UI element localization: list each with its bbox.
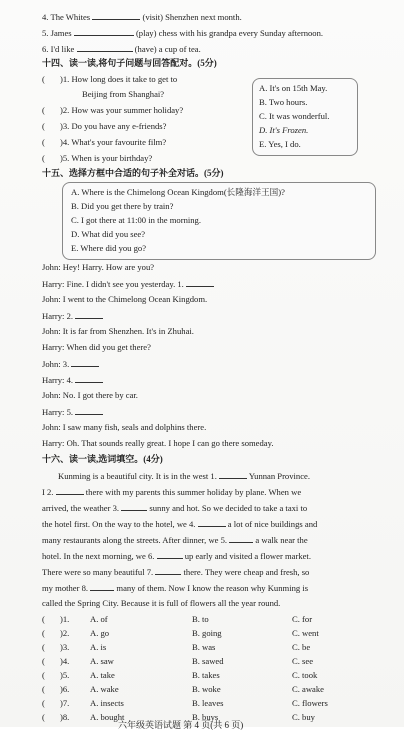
choice-number: )2. bbox=[60, 628, 70, 638]
answer-paren[interactable]: ( bbox=[42, 614, 45, 624]
dialogue-line bbox=[42, 326, 194, 337]
choice-b: B. woke bbox=[192, 684, 221, 694]
choice-number: )8. bbox=[60, 712, 70, 722]
answer-blank[interactable] bbox=[186, 278, 214, 287]
answer-paren[interactable]: ( bbox=[42, 642, 45, 652]
answer-blank[interactable] bbox=[90, 582, 114, 591]
choice-a: A. insects bbox=[90, 698, 124, 708]
section-15-title: 十五、选择方框中合适的句子补全对话。(5分) bbox=[42, 168, 224, 178]
choice-c: C. for bbox=[292, 614, 313, 624]
dialogue-line bbox=[42, 310, 103, 322]
passage-line bbox=[42, 486, 301, 498]
answer-blank[interactable] bbox=[75, 310, 103, 319]
passage-text: I 2. bbox=[42, 487, 54, 497]
answer-paren[interactable]: ( bbox=[42, 121, 45, 131]
choice-c: C. be bbox=[292, 642, 311, 652]
choice-c: C. took bbox=[292, 670, 318, 680]
choice-row bbox=[42, 698, 69, 708]
dialogue-text: 3. bbox=[62, 359, 70, 369]
question-text: How was your summer holiday? bbox=[71, 105, 184, 115]
option-d: D. What did you see? bbox=[71, 229, 146, 239]
dialogue-text: I went to the Chimelong Ocean Kingdom. bbox=[62, 294, 208, 304]
passage-line bbox=[42, 582, 308, 594]
question-2 bbox=[42, 105, 183, 116]
answer-blank[interactable] bbox=[157, 550, 183, 559]
answer-blank[interactable] bbox=[71, 358, 99, 367]
option-a: A. Where is the Chimelong Ocean Kingdom(长隆海洋王国)? bbox=[71, 187, 285, 197]
choice-c: C. see bbox=[292, 656, 314, 666]
question-number: )5. bbox=[60, 153, 70, 163]
answer-blank[interactable] bbox=[75, 406, 103, 415]
choice-row bbox=[42, 712, 69, 722]
question-4 bbox=[42, 137, 166, 148]
choice-number: )7. bbox=[60, 698, 70, 708]
dialogue-line bbox=[42, 278, 214, 290]
answer-paren[interactable]: ( bbox=[42, 670, 45, 680]
passage-text: many restaurants along the streets. After dinner, we 5. bbox=[42, 535, 228, 545]
choice-b: B. was bbox=[192, 642, 216, 652]
passage-text: arrived, the weather 3. bbox=[42, 503, 120, 513]
passage-text: hotel. In the next morning, we 6. bbox=[42, 551, 155, 561]
option-c: C. I got there at 11:00 in the morning. bbox=[71, 215, 201, 225]
dialogue-line bbox=[42, 438, 274, 449]
answer-e: E. Yes, I do. bbox=[259, 139, 301, 149]
dialogue-text: I saw many fish, seals and dolphins there. bbox=[62, 422, 207, 432]
question-number: )2. bbox=[60, 105, 70, 115]
section-14-title: 十四、读一读,将句子问题与回答配对。(5分) bbox=[42, 58, 217, 68]
answer-paren[interactable]: ( bbox=[42, 74, 45, 84]
dialogue-line bbox=[42, 390, 138, 401]
choice-a: A. is bbox=[90, 642, 107, 652]
dialogue-text: 2. bbox=[66, 311, 74, 321]
answer-b: B. Two hours. bbox=[259, 97, 308, 107]
answer-paren[interactable]: ( bbox=[42, 137, 45, 147]
choice-number: )4. bbox=[60, 656, 70, 666]
passage-line bbox=[42, 534, 308, 546]
dialogue-text: It is far from Shenzhen. It's in Zhuhai. bbox=[62, 326, 194, 336]
passage-text: up early and visited a flower market. bbox=[184, 551, 311, 561]
item-text: I'd like bbox=[50, 44, 75, 54]
answer-blank[interactable] bbox=[219, 470, 247, 479]
answer-blank[interactable] bbox=[74, 27, 134, 36]
answer-blank[interactable] bbox=[121, 502, 147, 511]
passage-text: there. They were cheap and fresh, so bbox=[183, 567, 310, 577]
dialogue-text: 5. bbox=[66, 407, 74, 417]
dialogue-text: When did you get there? bbox=[66, 342, 151, 352]
page-footer: 六年级英语试题 第 4 页(共 6 页) bbox=[118, 720, 244, 730]
answer-c: C. It was wonderful. bbox=[259, 111, 330, 121]
choice-b: B. takes bbox=[192, 670, 220, 680]
question-text: How long does it take to get to bbox=[71, 74, 178, 84]
item-number: 5. bbox=[42, 28, 49, 38]
question-text: What's your favourite film? bbox=[71, 137, 167, 147]
speaker: Harry: bbox=[42, 375, 65, 385]
dialogue-text: No. I got there by car. bbox=[62, 390, 138, 400]
choice-number: )3. bbox=[60, 642, 70, 652]
speaker: John: bbox=[42, 422, 61, 432]
passage-text: There were so many beautiful 7. bbox=[42, 567, 154, 577]
speaker: Harry: bbox=[42, 407, 65, 417]
choice-a: A. of bbox=[90, 614, 108, 624]
choice-c: C. awake bbox=[292, 684, 324, 694]
choice-number: )1. bbox=[60, 614, 70, 624]
answer-paren[interactable]: ( bbox=[42, 698, 45, 708]
question-1 bbox=[42, 74, 177, 85]
answer-paren[interactable]: ( bbox=[42, 105, 45, 115]
item-hint: (have) a cup of tea. bbox=[134, 44, 201, 54]
choice-c: C. went bbox=[292, 628, 319, 638]
choice-a: A. wake bbox=[90, 684, 119, 694]
passage-text: Yunnan Province. bbox=[248, 471, 310, 481]
choice-a: A. go bbox=[90, 628, 110, 638]
option-b: B. Did you get there by train? bbox=[71, 201, 174, 211]
passage-text: my mother 8. bbox=[42, 583, 89, 593]
dialogue-line bbox=[42, 358, 99, 370]
answer-paren[interactable]: ( bbox=[42, 712, 45, 722]
item-text: The Whites bbox=[50, 12, 91, 22]
dialogue-line bbox=[42, 262, 154, 273]
choice-a: A. take bbox=[90, 670, 115, 680]
section-16-title: 十六、读一读,选词填空。(4分) bbox=[42, 454, 163, 464]
answer-d: D. It's Frozen. bbox=[259, 125, 309, 135]
question-number: )3. bbox=[60, 121, 70, 131]
question-text: Do you have any e-friends? bbox=[71, 121, 167, 131]
speaker: Harry: bbox=[42, 438, 65, 448]
passage-line bbox=[42, 598, 280, 609]
passage-line bbox=[42, 502, 307, 514]
question-5 bbox=[42, 153, 152, 164]
speaker: John: bbox=[42, 326, 61, 336]
item-number: 4. bbox=[42, 12, 49, 22]
choice-c: C. flowers bbox=[292, 698, 328, 708]
passage-line bbox=[42, 566, 309, 578]
answer-paren[interactable]: ( bbox=[42, 153, 45, 163]
answer-paren[interactable]: ( bbox=[42, 628, 45, 638]
fill-item-6 bbox=[42, 43, 201, 55]
dialogue-line bbox=[42, 294, 207, 305]
dialogue-text: Hey! Harry. How are you? bbox=[62, 262, 155, 272]
question-1-cont: Beijing from Shanghai? bbox=[82, 89, 165, 99]
passage-text: a lot of nice buildings and bbox=[227, 519, 318, 529]
passage-text: many of them. Now I know the reason why Kunming is bbox=[116, 583, 309, 593]
option-e: E. Where did you go? bbox=[71, 243, 147, 253]
answer-blank[interactable] bbox=[56, 486, 84, 495]
choice-row bbox=[42, 642, 69, 652]
speaker: John: bbox=[42, 262, 61, 272]
item-hint: (play) chess with his grandpa every Sunday afternoon. bbox=[135, 28, 324, 38]
question-number: )4. bbox=[60, 137, 70, 147]
dialogue-line bbox=[42, 422, 206, 433]
passage-line bbox=[42, 518, 317, 530]
passage-line bbox=[58, 470, 310, 482]
choice-a: A. bought bbox=[90, 712, 125, 722]
fill-item-5 bbox=[42, 27, 323, 39]
dialogue-line bbox=[42, 374, 103, 386]
answer-blank[interactable] bbox=[92, 11, 140, 20]
passage-text: sunny and hot. So we decided to take a taxi to bbox=[149, 503, 308, 513]
passage-text: there with my parents this summer holiday by plane. When we bbox=[85, 487, 302, 497]
choice-b: B. sawed bbox=[192, 656, 224, 666]
passage-text: called the Spring City. Because it is full of flowers all the year round. bbox=[42, 598, 281, 608]
choice-row bbox=[42, 670, 69, 680]
choice-b: B. buys bbox=[192, 712, 219, 722]
speaker: John: bbox=[42, 359, 61, 369]
dialogue-line bbox=[42, 342, 151, 353]
choice-row bbox=[42, 628, 69, 638]
dialogue-text: 4. bbox=[66, 375, 74, 385]
answer-box bbox=[252, 78, 358, 156]
answer-paren[interactable]: ( bbox=[42, 656, 45, 666]
answer-blank[interactable] bbox=[198, 518, 226, 527]
item-hint: (visit) Shenzhen next month. bbox=[142, 12, 242, 22]
choice-number: )6. bbox=[60, 684, 70, 694]
choice-c: C. buy bbox=[292, 712, 315, 722]
item-number: 6. bbox=[42, 44, 49, 54]
speaker: John: bbox=[42, 390, 61, 400]
fill-item-4 bbox=[42, 11, 242, 23]
speaker: Harry: bbox=[42, 342, 65, 352]
passage-text: a walk near the bbox=[255, 535, 308, 545]
question-text: When is your birthday? bbox=[71, 153, 153, 163]
answer-a: A. It's on 15th May. bbox=[259, 83, 328, 93]
choice-row bbox=[42, 684, 69, 694]
question-3 bbox=[42, 121, 166, 132]
answer-paren[interactable]: ( bbox=[42, 684, 45, 694]
dialogue-text: Fine. I didn't see you yesterday. 1. bbox=[66, 279, 184, 289]
answer-blank[interactable] bbox=[229, 534, 253, 543]
choice-b: B. to bbox=[192, 614, 209, 624]
item-text: James bbox=[50, 28, 72, 38]
choice-row bbox=[42, 656, 69, 666]
speaker: Harry: bbox=[42, 311, 65, 321]
passage-text: Kunming is a beautiful city. It is in the west 1. bbox=[58, 471, 217, 481]
dialogue-text: Oh. That sounds really great. I hope I can go there someday. bbox=[66, 438, 274, 448]
choice-b: B. going bbox=[192, 628, 222, 638]
passage-text: the hotel first. On the way to the hotel, we 4. bbox=[42, 519, 196, 529]
answer-blank[interactable] bbox=[77, 43, 133, 52]
speaker: John: bbox=[42, 294, 61, 304]
answer-blank[interactable] bbox=[75, 374, 103, 383]
answer-blank[interactable] bbox=[155, 566, 181, 575]
choice-row bbox=[42, 614, 69, 624]
choice-b: B. leaves bbox=[192, 698, 224, 708]
choice-number: )5. bbox=[60, 670, 70, 680]
question-number: )1. bbox=[60, 74, 70, 84]
speaker: Harry: bbox=[42, 279, 65, 289]
choice-a: A. saw bbox=[90, 656, 114, 666]
options-box bbox=[62, 182, 376, 260]
dialogue-line bbox=[42, 406, 103, 418]
passage-line bbox=[42, 550, 311, 562]
